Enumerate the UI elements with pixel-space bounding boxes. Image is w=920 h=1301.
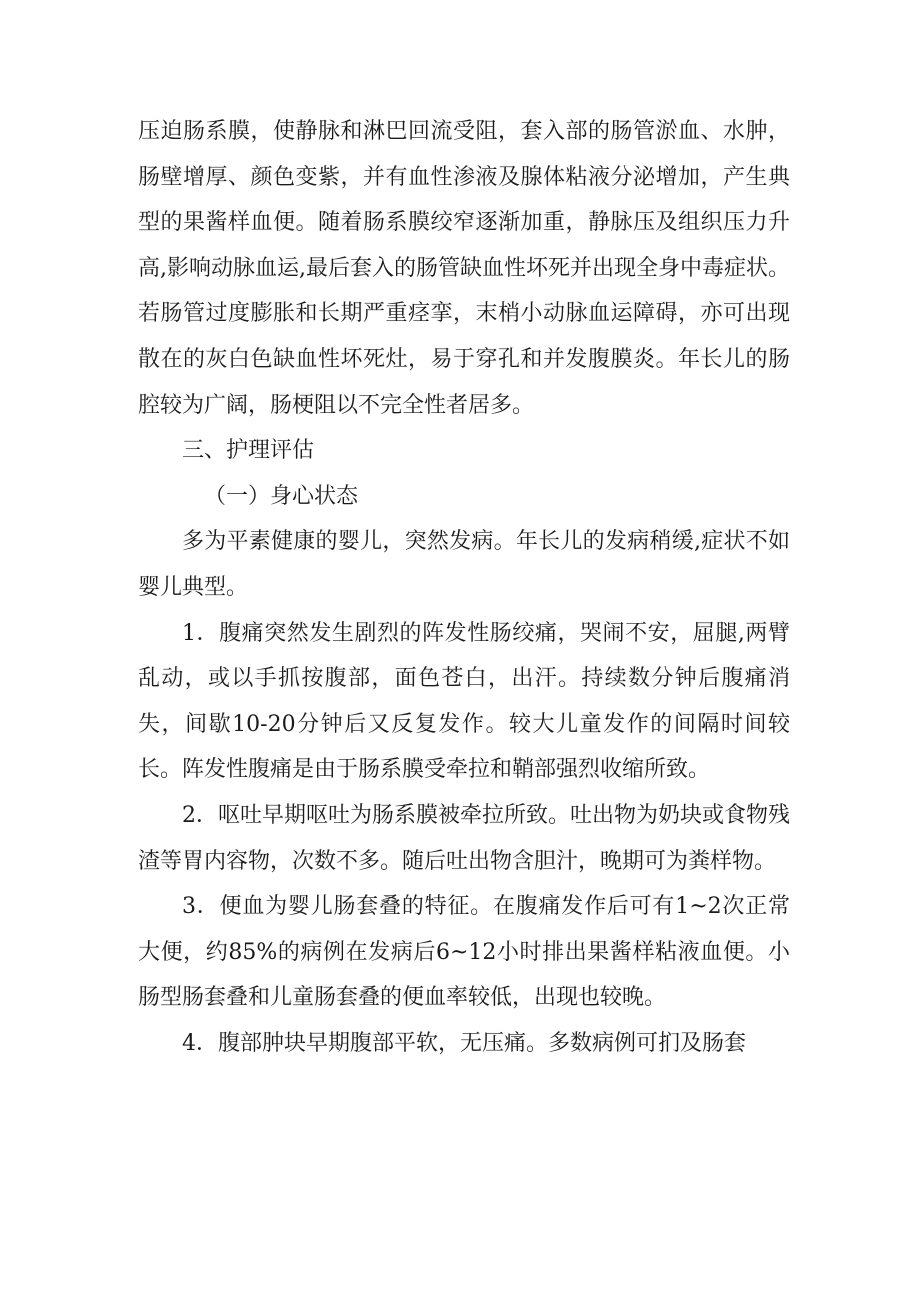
document-page [138, 109, 790, 1066]
body-paragraph-bloody-stool: 3．便血为婴儿肠套叠的特征。在腹痛发作后可有1~2次正常大便，约85%的病例在发病后6~12小时排出果酱样粘液血便。小肠型肠套叠和儿童肠套叠的便血率较低，出现也较晚。 [138, 894, 790, 1011]
body-paragraph-onset: 多为平素健康的婴儿，突然发病。年长儿的发病稍缓,症状不如婴儿典型。 [138, 529, 790, 600]
body-paragraph-continued: 压迫肠系膜，使静脉和淋巴回流受阻，套入部的肠管淤血、水肿，肠壁增厚、颜色变紫，并有血性渗液及腺体粘液分泌增加，产生典型的果酱样血便。随着肠系膜绞窄逐渐加重，静脉压及组织压力升高,影响动脉血运,最后套入的肠管缺血性坏死并出现全身中毒症状。若肠管过度膨胀和长期严重痉挛，末梢小动脉血运障碍，亦可出现散在的灰白色缺血性坏死灶，易于穿孔和并发腹膜炎。年长儿的肠腔较为广阔，肠梗阻以不完全性者居多。 [138, 119, 790, 418]
body-paragraph-abdominal-mass: 4．腹部肿块早期腹部平软，无压痛。多数病例可扪及肠套 [182, 1030, 746, 1056]
subsection-heading-physical-mental-state: （一）身心状态 [204, 483, 359, 509]
body-paragraph-abdominal-pain: 1．腹痛突然发生剧烈的阵发性肠绞痛，哭闹不安，屈腿,两臂乱动，或以手抓按腹部，面色苍白，出汗。持续数分钟后腹痛消失，间歇10-20分钟后又反复发作。较大儿童发作的间隔时间较长。阵发性腹痛是由于肠系膜受牵拉和鞘部强烈收缩所致。 [138, 620, 790, 783]
body-paragraph-vomiting: 2．呕吐早期呕吐为肠系膜被牵拉所致。吐出物为奶块或食物残渣等胃内容物，次数不多。随后吐出物含胆汁，晚期可为粪样物。 [138, 802, 790, 874]
section-heading-nursing-assessment: 三、护理评估 [182, 438, 315, 464]
